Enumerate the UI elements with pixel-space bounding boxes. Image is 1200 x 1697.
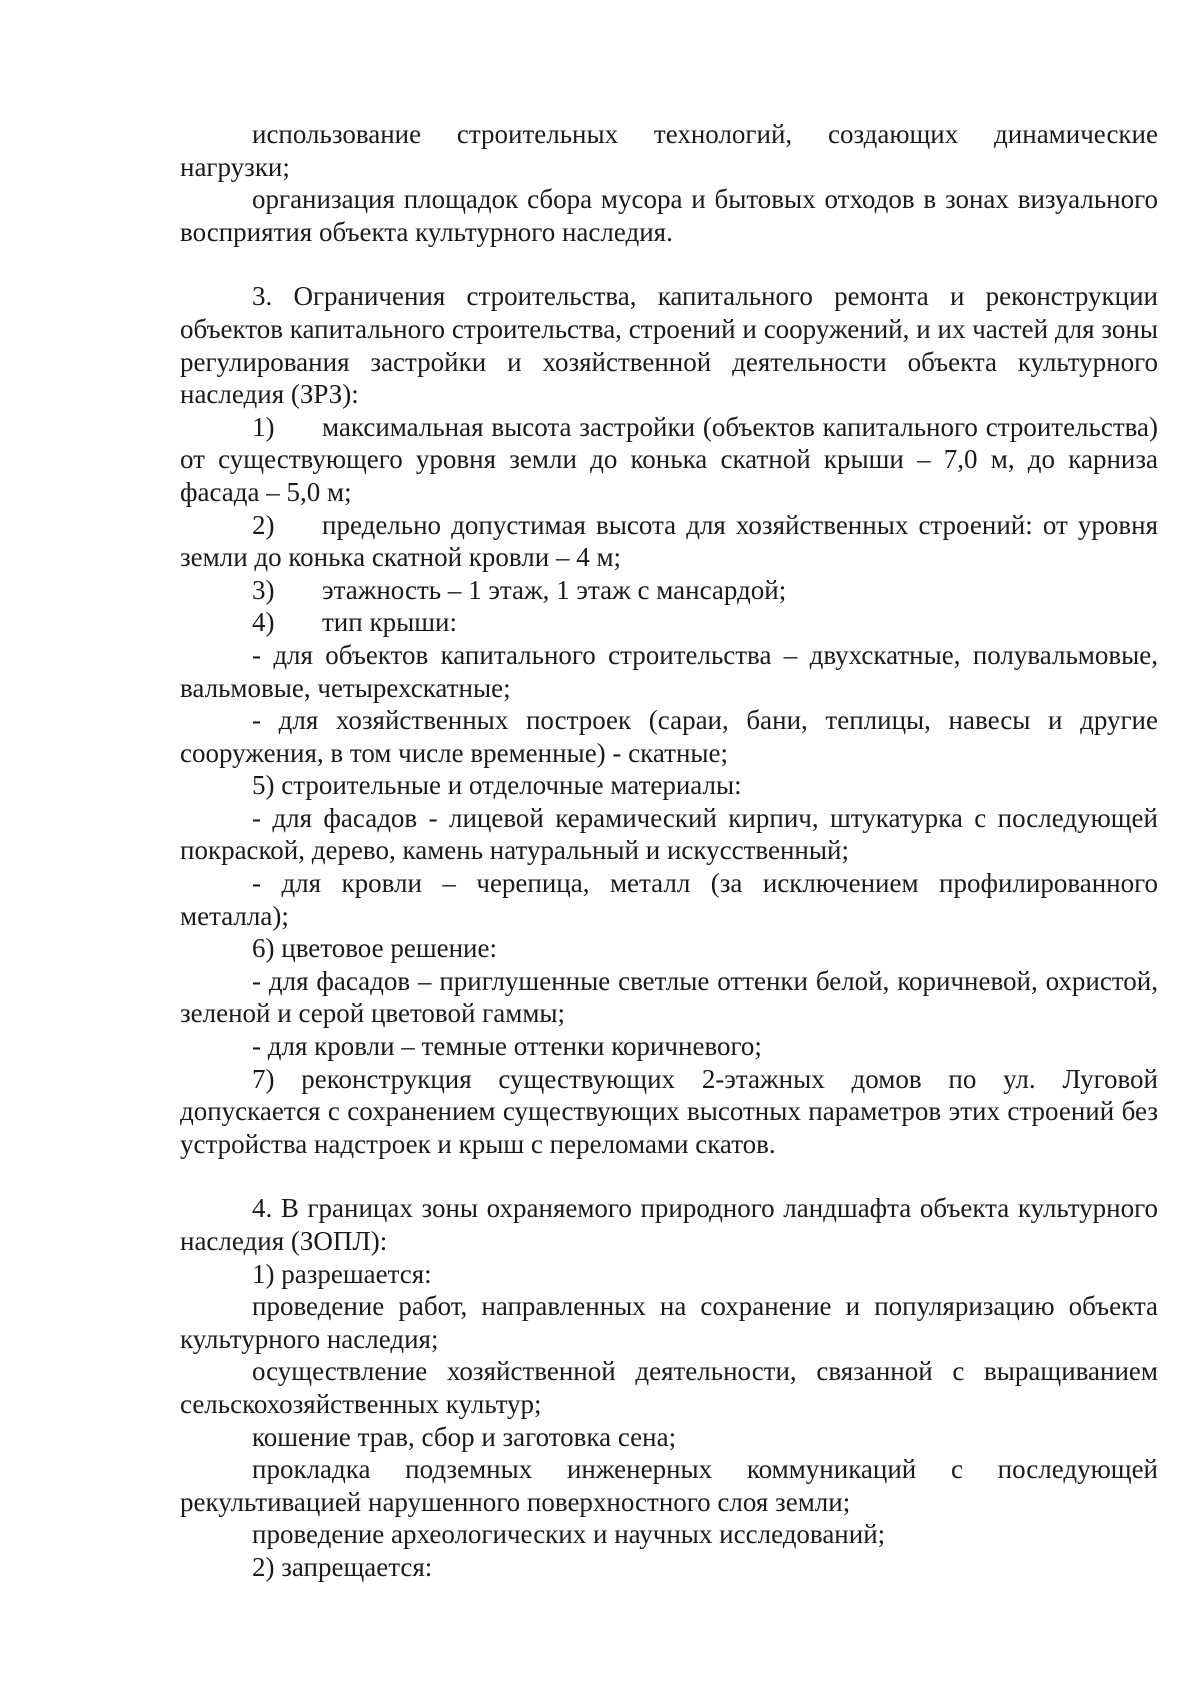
paragraph: - для кровли – черепица, металл (за исключением профилированного металла); <box>180 868 1158 931</box>
section-3-heading: 3. Ограничения строительства, капитального ремонта и реконструкции объектов капитального строительства, строений и сооружений, и их частей для зоны регулирования застройки и хозяйственной деятельности объекта культурного наследия (ЗРЗ): <box>180 281 1158 410</box>
list-item-text: максимальная высота застройки (объектов капитального строительства) от существующего уровня земли до конька скатной крыши – 7,0 м, до карниза фасада – 5,0 м; <box>180 411 1158 507</box>
paragraph: - для объектов капитального строительства – двухскатные, полувальмовые, вальмовые, четырехскатные; <box>180 639 1158 703</box>
document-body <box>180 118 1158 1584</box>
paragraph: - для фасадов – приглушенные светлые оттенки белой, коричневой, охристой, зеленой и серой цветовой гаммы; <box>180 965 1158 1029</box>
list-item <box>180 411 1158 509</box>
list-item <box>180 509 1158 574</box>
paragraph: проведение работ, направленных на сохранение и популяризацию объекта культурного наследия; <box>180 1291 1158 1354</box>
paragraph: проведение археологических и научных исследований; <box>252 1519 886 1550</box>
list-number: 3) <box>252 574 275 605</box>
paragraph: осуществление хозяйственной деятельности, связанной с выращиванием сельскохозяйственных культур; <box>180 1356 1158 1419</box>
paragraph: 7) реконструкция существующих 2-этажных домов по ул. Луговой допускается с сохранением существующих высотных параметров этих строений без устройства надстроек и крыш с переломами скатов. <box>180 1063 1158 1159</box>
list-number: 2) <box>252 509 275 540</box>
section-4-heading: 4. В границах зоны охраняемого природного ландшафта объекта культурного наследия (ЗОПЛ): <box>180 1193 1158 1256</box>
paragraph: 2) запрещается: <box>252 1551 433 1582</box>
list-item-text: этажность – 1 этаж, 1 этаж с мансардой; <box>322 574 787 605</box>
paragraph: - для фасадов - лицевой керамический кирпич, штукатурка с последующей покраской, дерево, камень натуральный и искусственный; <box>180 802 1158 866</box>
list-item <box>180 574 1158 607</box>
list-number: 1) <box>252 411 275 442</box>
paragraph: 1) разрешается: <box>252 1258 432 1289</box>
paragraph: 5) строительные и отделочные материалы: <box>252 770 742 801</box>
paragraph: - для кровли – темные оттенки коричневого; <box>252 1031 762 1062</box>
paragraph: - для хозяйственных построек (сараи, бани, теплицы, навесы и другие сооружения, в том числе временные) - скатные; <box>180 705 1158 768</box>
list-number: 4) <box>252 607 275 638</box>
list-item-text: предельно допустимая высота для хозяйственных строений: от уровня земли до конька скатной кровли – 4 м; <box>180 509 1158 573</box>
list-item <box>180 606 1158 639</box>
paragraph: использование строительных технологий, создающих динамические нагрузки; <box>180 119 1158 182</box>
paragraph: кошение трав, сбор и заготовка сена; <box>252 1421 677 1452</box>
list-item-text: тип крыши: <box>322 607 457 638</box>
paragraph: организация площадок сбора мусора и бытовых отходов в зонах визуального восприятия объекта культурного наследия. <box>180 184 1158 247</box>
paragraph: прокладка подземных инженерных коммуникаций с последующей рекультивацией нарушенного поверхностного слоя земли; <box>180 1454 1158 1517</box>
paragraph: 6) цветовое решение: <box>252 933 497 964</box>
